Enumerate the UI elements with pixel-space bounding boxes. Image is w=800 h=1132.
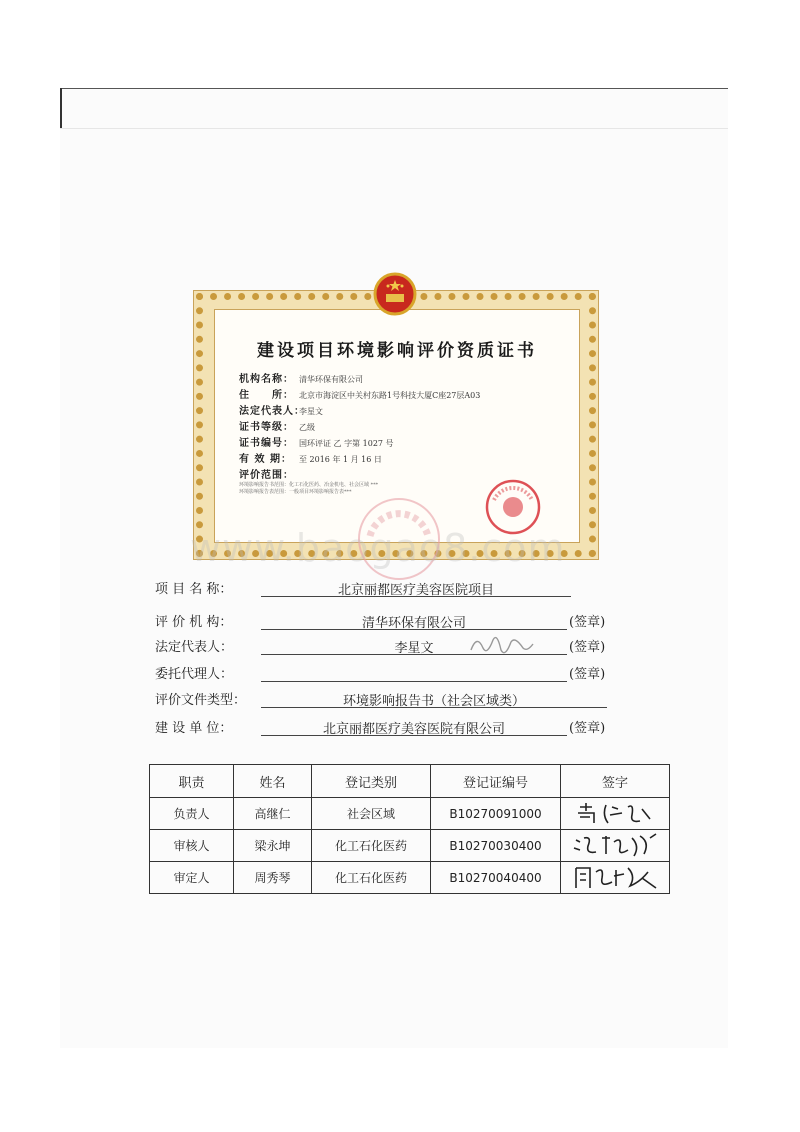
cert-row-org xyxy=(239,372,569,388)
row-agent xyxy=(155,663,625,685)
header-role: 职责 xyxy=(150,765,234,798)
header-category: 登记类别 xyxy=(312,765,431,798)
label-project-name: 项 目 名 称： xyxy=(155,582,233,597)
cell-category: 化工石化医药 xyxy=(312,830,431,862)
label-evaluator: 评 价 机 构： xyxy=(155,615,233,630)
cert-scope-notes xyxy=(239,482,378,496)
label-doc-type: 评价文件类型： xyxy=(155,693,247,708)
cell-name: 高继仁 xyxy=(234,798,312,830)
value-project-name: 北京丽都医疗美容医院项目 xyxy=(337,583,494,598)
cell-category: 社会区域 xyxy=(312,798,431,830)
cert-label: 证书编号： xyxy=(239,438,294,449)
cert-scope-line: 环境影响报告书范围：化工石化医药、冶金机电、社会区域 *** xyxy=(239,482,379,488)
cell-signature xyxy=(561,830,670,862)
header-name: 姓名 xyxy=(234,765,312,798)
cert-label: 机构名称： xyxy=(239,374,294,385)
table-row xyxy=(150,862,670,894)
row-evaluator xyxy=(155,611,625,633)
cert-label: 法定代表人： xyxy=(239,406,305,417)
cert-scope-line: 环境影响报告表范围：一般项目环境影响报告表*** xyxy=(239,489,352,495)
cert-label: 住 所： xyxy=(239,390,294,401)
cert-value: 李星文 xyxy=(299,407,323,416)
cell-category: 化工石化医药 xyxy=(312,862,431,894)
signature-zhou-icon xyxy=(570,864,660,892)
label-agent: 委托代理人： xyxy=(155,667,234,682)
seal-mark: (签章) xyxy=(569,640,606,655)
table-row xyxy=(150,798,670,830)
cell-name: 梁永坤 xyxy=(234,830,312,862)
signature-liang-icon xyxy=(570,832,660,860)
cert-value: 乙级 xyxy=(299,423,315,432)
cert-no-number: 1027 xyxy=(362,439,383,448)
value-builder: 北京丽都医疗美容医院有限公司 xyxy=(322,722,505,737)
cert-label: 有 效 期： xyxy=(239,454,292,465)
cert-no-prefix: 国环评证 xyxy=(299,439,331,448)
cell-role: 负责人 xyxy=(150,798,234,830)
label-builder: 建 设 单 位： xyxy=(155,721,233,736)
sheet-edge-left xyxy=(60,88,62,128)
seal-mark: (签章) xyxy=(569,615,606,630)
cell-role: 审核人 xyxy=(150,830,234,862)
row-project-name xyxy=(155,578,625,600)
cert-row-legal-rep xyxy=(239,404,569,420)
cert-value xyxy=(299,436,394,452)
cert-row-validity xyxy=(239,452,569,468)
certificate-title: 建设项目环境影响评价资质证书 xyxy=(257,341,537,361)
national-emblem-icon xyxy=(373,272,417,316)
header-signature: 签字 xyxy=(561,765,670,798)
value-legal-rep: 李星文 xyxy=(394,641,434,656)
underline xyxy=(261,681,567,682)
seal-mark: (签章) xyxy=(569,667,606,682)
cert-row-grade xyxy=(239,420,569,436)
cert-row-number xyxy=(239,436,569,452)
sheet-edge xyxy=(60,88,728,89)
row-legal-rep xyxy=(155,636,625,658)
cell-signature xyxy=(561,798,670,830)
legal-rep-signature-icon xyxy=(467,630,537,660)
cert-label: 评价范围： xyxy=(239,470,294,481)
sheet-shade xyxy=(60,128,728,129)
cert-value: 北京市海淀区中关村东路1号科技大厦C座27层A03 xyxy=(299,391,481,400)
cell-reg-no: B10270030400 xyxy=(431,830,561,862)
row-doc-type xyxy=(155,689,625,711)
cell-name: 周秀琴 xyxy=(234,862,312,894)
value-doc-type: 环境影响报告书（社会区域类） xyxy=(342,694,525,709)
table-row xyxy=(150,830,670,862)
cert-no-mid: 字第 xyxy=(344,439,361,448)
cell-signature xyxy=(561,862,670,894)
cert-no-class: 乙 xyxy=(333,439,342,448)
cert-label: 证书等级： xyxy=(239,422,294,433)
signature-gao-icon xyxy=(572,801,658,827)
seal-mark: (签章) xyxy=(569,721,606,736)
row-builder xyxy=(155,717,625,739)
cell-reg-no: B10270040400 xyxy=(431,862,561,894)
header-reg-no: 登记证编号 xyxy=(431,765,561,798)
cell-reg-no: B10270091000 xyxy=(431,798,561,830)
value-evaluator: 清华环保有限公司 xyxy=(361,616,466,631)
label-legal-rep: 法定代表人： xyxy=(155,640,234,655)
cert-no-suffix: 号 xyxy=(385,439,394,448)
cell-role: 审定人 xyxy=(150,862,234,894)
staff-table xyxy=(149,764,670,894)
cert-value: 清华环保有限公司 xyxy=(299,375,363,384)
watermark: www.baogao8.com xyxy=(190,526,566,570)
cert-row-address xyxy=(239,388,569,404)
cert-value: 至 2016 年 1 月 16 日 xyxy=(299,455,382,464)
table-header-row xyxy=(150,765,670,798)
certificate-fields xyxy=(239,372,569,484)
